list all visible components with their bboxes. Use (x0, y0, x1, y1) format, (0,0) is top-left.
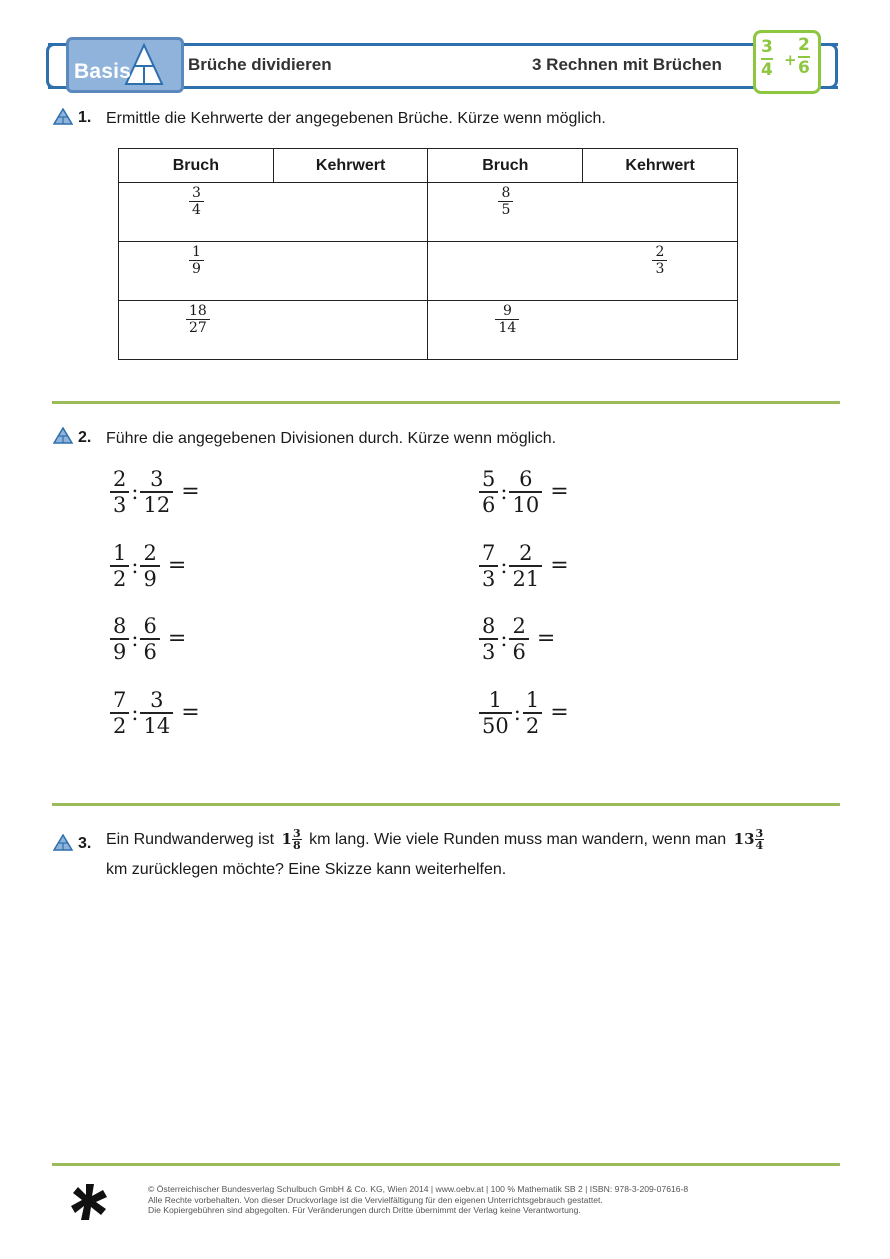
fraction (523, 688, 542, 738)
fraction (110, 688, 129, 738)
denominator: 27 (189, 320, 207, 337)
division-sign: : (131, 479, 139, 504)
fraction-logo (753, 30, 821, 94)
section-divider (52, 401, 840, 404)
fraction (189, 244, 204, 277)
denominator: 4 (192, 202, 201, 219)
logo-numerator: 3 (761, 37, 773, 57)
denominator: 9 (192, 261, 201, 278)
denominator: 4 (755, 839, 764, 853)
fraction (292, 828, 302, 852)
mixed-number (282, 827, 302, 852)
division-exercise (110, 467, 200, 517)
logo-numerator: 2 (798, 35, 810, 55)
fraction (479, 614, 498, 664)
numerator: 3 (292, 826, 301, 840)
equals-sign: = (181, 479, 200, 505)
division-exercise (110, 614, 186, 664)
division-sign: : (131, 626, 139, 651)
column-header: Kehrwert (583, 149, 738, 183)
footer-line: Alle Rechte vorbehalten. Von dieser Druckvorlage ist die Vervielfältigung für den eigenen Unterrichtsgebrauch gestattet. (148, 1194, 603, 1205)
numerator: 3 (150, 688, 164, 712)
division-exercise (110, 541, 186, 591)
numerator: 8 (113, 614, 127, 638)
column-header: Bruch (119, 149, 274, 183)
denominator: 12 (143, 492, 171, 517)
header-bracket-left (46, 43, 56, 89)
denominator: 10 (512, 492, 540, 517)
fraction (140, 467, 173, 517)
fraction (140, 614, 159, 664)
division-exercise (479, 467, 569, 517)
fraction (110, 467, 129, 517)
numerator: 2 (519, 541, 533, 565)
fraction (509, 541, 542, 591)
numerator: 2 (113, 467, 127, 491)
whole-part: 1 (281, 830, 292, 849)
task-number: 3. (78, 835, 92, 852)
fraction (479, 688, 512, 738)
fraction (495, 303, 519, 336)
numerator: 18 (189, 303, 207, 319)
numerator: 3 (150, 467, 164, 491)
equals-sign: = (550, 553, 569, 579)
numerator: 1 (525, 688, 540, 712)
page-title: Brüche dividieren (188, 55, 332, 74)
numerator: 6 (519, 467, 533, 491)
equals-sign: = (550, 479, 569, 505)
table-cell (428, 183, 738, 242)
division-sign: : (500, 553, 508, 578)
footer-divider (52, 1163, 840, 1166)
task-text-part: km lang. Wie viele Runden muss man wandern, wenn man (309, 831, 727, 848)
logo-denominator: 6 (798, 58, 810, 78)
equals-sign: = (167, 626, 187, 652)
numerator: 2 (512, 614, 526, 638)
numerator: 5 (482, 467, 496, 491)
logo-fraction-2 (798, 36, 810, 78)
denominator: 3 (482, 566, 496, 591)
fraction (189, 185, 204, 218)
denominator: 3 (482, 639, 496, 664)
header-bracket-right (826, 43, 838, 89)
column-header: Bruch (428, 149, 583, 183)
numerator: 6 (143, 614, 157, 638)
mixed-number (734, 827, 765, 852)
logo-fraction-1 (761, 38, 773, 80)
table-cell (428, 242, 738, 301)
chapter-title: 3 Rechnen mit Brüchen (532, 55, 722, 74)
numerator: 2 (143, 541, 157, 565)
fraction (652, 244, 667, 277)
denominator: 2 (113, 566, 127, 591)
equals-sign: = (550, 700, 569, 726)
fraction (186, 303, 210, 336)
fraction (110, 614, 129, 664)
denominator: 6 (512, 639, 526, 664)
whole-part: 13 (733, 830, 755, 849)
division-sign: : (513, 700, 521, 725)
table-row (119, 183, 738, 242)
task-instruction: Ermittle die Kehrwerte der angegebenen Brüche. Kürze wenn möglich. (106, 110, 606, 127)
basis-badge-label: Basis (74, 60, 132, 83)
table-header-row (119, 149, 738, 183)
division-exercise (479, 541, 569, 591)
task-text-part: Ein Rundwanderweg ist (106, 831, 275, 848)
table-row (119, 242, 738, 301)
denominator: 50 (482, 713, 509, 738)
task-instruction: Führe die angegebenen Divisionen durch. Kürze wenn möglich. (106, 430, 557, 447)
denominator: 14 (143, 713, 171, 738)
denominator: 2 (113, 713, 127, 738)
numerator: 7 (113, 688, 127, 712)
denominator: 6 (143, 639, 157, 664)
denominator: 2 (525, 713, 540, 738)
column-header: Kehrwert (273, 149, 428, 183)
task-instruction (106, 827, 841, 852)
section-divider (52, 803, 840, 806)
denominator: 3 (655, 261, 665, 278)
logo-plus: + (784, 51, 797, 69)
equals-sign: = (181, 700, 200, 726)
denominator: 9 (143, 566, 157, 591)
fraction (479, 467, 498, 517)
division-sign: : (500, 626, 508, 651)
numerator: 1 (488, 688, 503, 712)
fraction (498, 185, 513, 218)
basis-triangle-icon (53, 427, 73, 444)
division-sign: : (131, 700, 139, 725)
numerator: 1 (113, 541, 127, 565)
numerator: 3 (192, 185, 201, 201)
denominator: 3 (113, 492, 127, 517)
denominator: 8 (292, 839, 301, 853)
numerator: 3 (755, 826, 764, 840)
denominator: 21 (512, 566, 540, 591)
table-cell (119, 183, 428, 242)
denominator: 5 (501, 202, 511, 219)
task-instruction-continued: km zurücklegen möchte? Eine Skizze kann weiterhelfen. (106, 861, 507, 878)
fraction (140, 541, 159, 591)
basis-triangle-icon (53, 834, 73, 851)
fraction (509, 614, 528, 664)
table-row (119, 301, 738, 360)
fraction (479, 541, 498, 591)
table-cell (119, 301, 428, 360)
numerator: 7 (482, 541, 496, 565)
fraction (509, 467, 542, 517)
fraction (140, 688, 173, 738)
reciprocal-table (118, 148, 738, 360)
division-sign: : (131, 553, 139, 578)
numerator: 1 (192, 244, 201, 260)
logo-denominator: 4 (761, 60, 773, 80)
footer-line: Die Kopiergebühren sind abgegolten. Für Veränderungen durch Dritte übernimmt der Verlag keine Verantwortung. (148, 1205, 581, 1215)
table-cell (119, 242, 428, 301)
publisher-logo-icon (70, 1182, 110, 1222)
task-number: 1. (78, 109, 92, 126)
denominator: 9 (113, 639, 127, 664)
division-sign: : (500, 479, 508, 504)
equals-sign: = (167, 553, 187, 579)
division-exercise (479, 688, 569, 738)
fraction (755, 828, 765, 852)
basis-triangle-icon (53, 108, 73, 125)
division-exercise (110, 688, 200, 738)
equals-sign: = (536, 626, 556, 652)
footer-line: © Österreichischer Bundesverlag Schulbuch GmbH & Co. KG, Wien 2014 | www.oebv.at | 100 % Mathematik SB 2 | ISBN: 978-3-209-07616-8 (148, 1184, 689, 1194)
task-number: 2. (78, 429, 92, 446)
numerator: 2 (655, 244, 665, 260)
numerator: 8 (501, 185, 511, 201)
fraction (110, 541, 129, 591)
numerator: 8 (482, 614, 496, 638)
numerator: 9 (502, 303, 512, 319)
footer-copyright (148, 1184, 838, 1216)
table-cell (428, 301, 738, 360)
division-exercise (479, 614, 555, 664)
denominator: 6 (482, 492, 496, 517)
denominator: 14 (498, 320, 517, 337)
